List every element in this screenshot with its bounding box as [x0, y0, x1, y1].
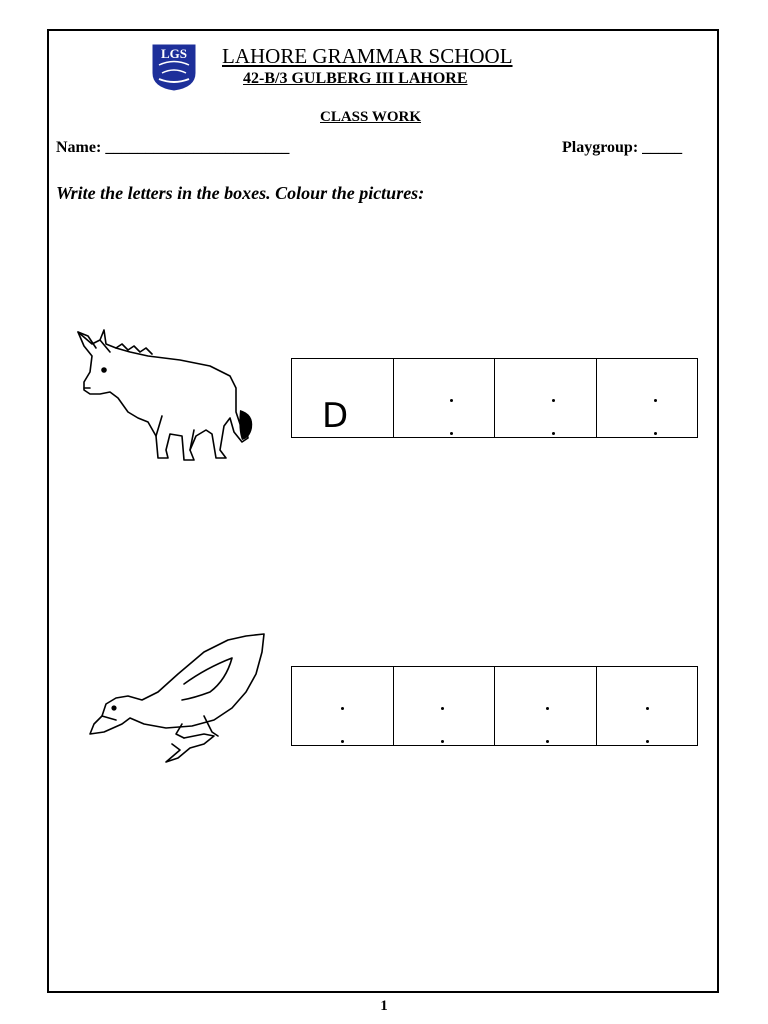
guide-dot [552, 399, 555, 402]
letter-box[interactable] [292, 359, 394, 437]
duck-picture [86, 628, 272, 770]
letter-boxes-row [291, 666, 698, 746]
page-number: 1 [380, 998, 388, 1014]
guide-dot [441, 707, 444, 710]
guide-dot [341, 707, 344, 710]
school-address: 42-B/3 GULBERG III LAHORE [243, 70, 468, 87]
guide-dot [341, 740, 344, 743]
letter-box[interactable] [495, 359, 597, 437]
guide-dot [646, 740, 649, 743]
letter-box[interactable] [597, 667, 698, 745]
letter-box[interactable] [292, 667, 394, 745]
guide-dot [450, 432, 453, 435]
guide-dot [654, 432, 657, 435]
letter-box[interactable] [394, 667, 496, 745]
letter-box[interactable] [394, 359, 496, 437]
guide-dot [441, 740, 444, 743]
letter-boxes-row [291, 358, 698, 438]
instruction-text: Write the letters in the boxes. Colour the pictures: [56, 183, 425, 203]
section-title: CLASS WORK [320, 109, 422, 125]
playgroup-field[interactable]: Playgroup: _____ [562, 139, 683, 156]
guide-dot [450, 399, 453, 402]
name-field[interactable]: Name: _______________________ [56, 139, 290, 156]
guide-dot [654, 399, 657, 402]
guide-dot [646, 707, 649, 710]
donkey-picture [70, 326, 260, 471]
page-border [47, 29, 719, 993]
guide-dot [552, 432, 555, 435]
guide-dot [546, 707, 549, 710]
letter-box[interactable] [597, 359, 698, 437]
letter-box[interactable] [495, 667, 597, 745]
guide-dot [546, 740, 549, 743]
school-logo [151, 43, 197, 91]
svg-text:LGS: LGS [160, 46, 188, 61]
traced-letter: D [322, 396, 349, 436]
school-name: LAHORE GRAMMAR SCHOOL [222, 44, 513, 68]
